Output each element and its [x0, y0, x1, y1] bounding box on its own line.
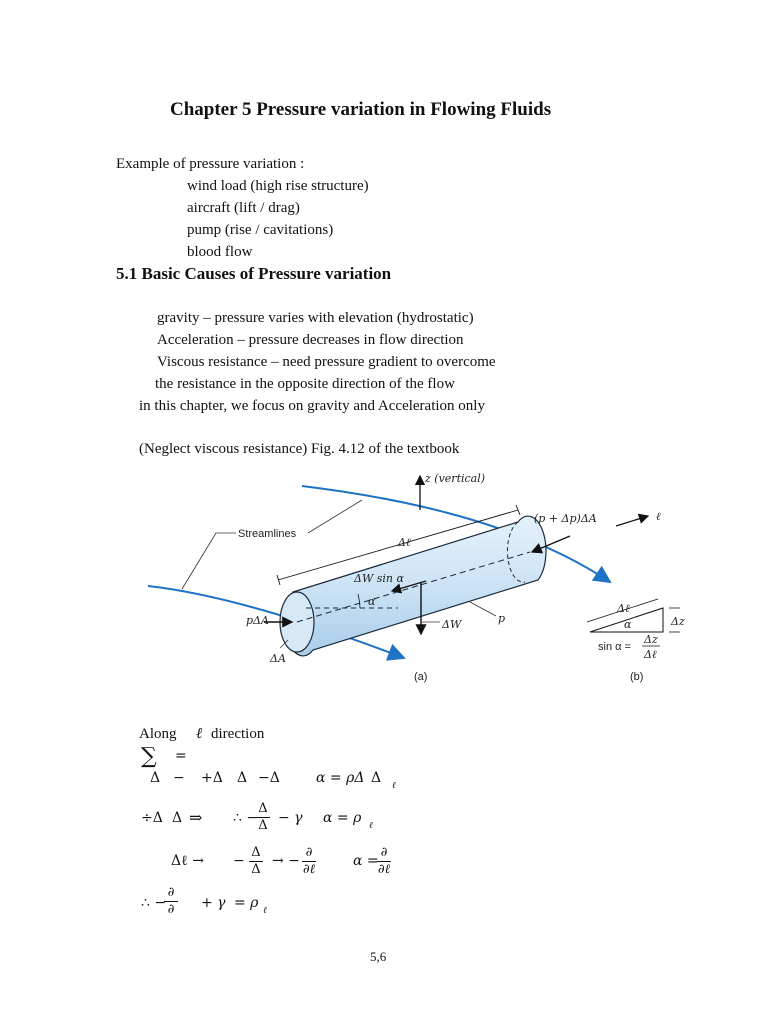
- focus-text: in this chapter, we focus on gravity and Acceleration only: [139, 398, 485, 414]
- eq4-term: Δℓ →: [171, 853, 204, 869]
- example-item: wind load (high rise structure): [187, 178, 369, 194]
- eq4-num3: ∂: [380, 845, 388, 860]
- right-pressure-label: (p + Δp)ΔA: [534, 512, 597, 525]
- subfigure-a-label: (a): [414, 671, 428, 683]
- weight-label: ΔW: [442, 618, 462, 631]
- eq3-subscript: ℓ: [369, 820, 373, 830]
- eq4-term: → −: [272, 853, 300, 869]
- triangle-dz-label: Δz: [671, 615, 685, 628]
- page-title: Chapter 5 Pressure variation in Flowing Fluids: [170, 99, 552, 120]
- eq3-num: Δ: [258, 801, 268, 816]
- eq3-term: Δ: [172, 810, 183, 826]
- eq5-den: ∂: [164, 901, 178, 918]
- eq5-num: ∂: [167, 885, 175, 900]
- eq2-term: +Δ: [201, 770, 223, 786]
- eq4-den3: ∂ℓ: [377, 862, 391, 877]
- eq2-term: α = ρΔ: [316, 770, 365, 786]
- subfigure-b-label: (b): [630, 671, 644, 683]
- along-text: Along: [139, 726, 177, 742]
- cause-item: gravity – pressure varies with elevation (hydrostatic): [157, 310, 474, 326]
- example-item: pump (rise / cavitations): [187, 222, 334, 238]
- cause-item: Acceleration – pressure decreases in flow direction: [157, 332, 464, 348]
- sin-alpha-label: sin α =: [598, 641, 631, 653]
- eq3-den: Δ: [256, 817, 270, 834]
- eq2-term: Δ: [237, 770, 248, 786]
- eq3-term: − γ: [278, 810, 303, 826]
- eq2-term: −Δ: [258, 770, 280, 786]
- eq5-fraction: [164, 885, 178, 918]
- streamlines-label: Streamlines: [238, 528, 297, 540]
- eq3-term: ∴ −: [233, 810, 259, 826]
- sum-symbol: ∑: [141, 744, 157, 769]
- eq4-fraction-2: [302, 845, 316, 878]
- area-label: ΔA: [270, 652, 286, 665]
- section-title: 5.1 Basic Causes of Pressure variation: [116, 264, 392, 283]
- eq2-subscript: ℓ: [392, 780, 396, 790]
- cause-item: the resistance in the opposite direction of the flow: [155, 376, 455, 392]
- eq4-den2: ∂ℓ: [302, 862, 316, 877]
- eq4-den1: Δ: [249, 861, 263, 878]
- alpha-label: α: [368, 595, 376, 608]
- eq5-term: ∴ −: [141, 895, 167, 911]
- eq3-fraction: [256, 801, 270, 834]
- sin-den: Δℓ: [644, 648, 657, 661]
- eq3-term: α = ρ: [323, 810, 362, 826]
- along-l: ℓ: [196, 726, 203, 742]
- eq5-subscript: ℓ: [263, 905, 267, 915]
- eq4-term: −: [233, 853, 245, 869]
- eq5-term: = ρ: [234, 895, 259, 911]
- cause-item: Viscous resistance – need pressure gradient to overcome: [157, 354, 496, 370]
- eq2-term: −: [173, 770, 185, 786]
- eq4-num1: Δ: [251, 845, 261, 860]
- triangle-dl-label: Δℓ: [617, 602, 630, 615]
- z-axis-label: z (vertical): [425, 472, 486, 485]
- sin-num: Δz: [644, 633, 658, 646]
- implies-arrow: ⇒: [189, 808, 203, 827]
- eq4-fraction-3: [377, 845, 391, 878]
- p-label: p: [498, 612, 506, 625]
- example-item: aircraft (lift / drag): [187, 200, 300, 216]
- l-direction-arrow: [616, 516, 648, 526]
- neglect-text: (Neglect viscous resistance) Fig. 4.12 of the textbook: [139, 441, 460, 457]
- eq4-num2: ∂: [305, 845, 313, 860]
- eq5-term: + γ: [201, 895, 226, 911]
- triangle-alpha-label: α: [624, 618, 632, 631]
- example-item: blood flow: [187, 244, 253, 260]
- eq4-term: α =: [353, 853, 379, 869]
- l-direction-label: ℓ: [656, 510, 661, 523]
- left-pressure-label: pΔA: [246, 614, 269, 627]
- eq2-term: Δ: [150, 770, 161, 786]
- weight-component-label: ΔW sin α: [354, 572, 404, 585]
- eq2-term: Δ: [371, 770, 382, 786]
- intro-text: Example of pressure variation :: [116, 156, 305, 172]
- streamtube-figure: [140, 462, 700, 694]
- eq3-term: ÷Δ: [141, 810, 163, 826]
- delta-l-label: Δℓ: [398, 536, 411, 549]
- direction-text: direction: [211, 726, 265, 742]
- eq4-fraction-1: [249, 845, 263, 878]
- eq1-equals: =: [175, 748, 187, 764]
- page-number: 5,6: [370, 949, 387, 964]
